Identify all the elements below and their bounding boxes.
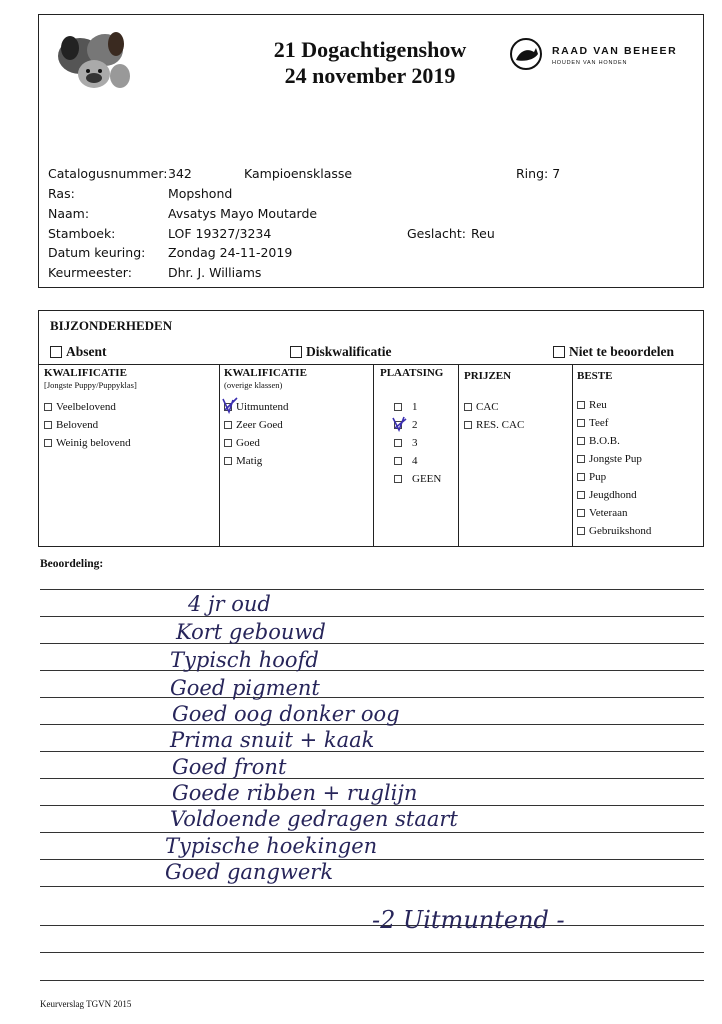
geslacht-value: Reu: [471, 226, 495, 241]
grid-divider: [373, 364, 374, 547]
ruled-line: [40, 805, 704, 806]
kwal2-subtitle: (overige klassen): [224, 380, 283, 390]
handwritten-line: Typische hoekingen: [165, 834, 378, 858]
handwritten-line: Goed pigment: [170, 676, 320, 700]
handwritten-line: Kort gebouwd: [176, 620, 326, 644]
handwritten-line: Typisch hoofd: [170, 648, 319, 672]
ruled-line: [40, 832, 704, 833]
plaatsing-title: PLAATSING: [380, 367, 444, 379]
datum-value: Zondag 24-11-2019: [168, 245, 293, 260]
absent-checkbox[interactable]: [50, 346, 62, 358]
beste-list: [577, 396, 651, 540]
stamboek-value: LOF 19327/3234: [168, 226, 272, 241]
stamboek-label: Stamboek:: [48, 226, 116, 241]
kwal1-subtitle: [Jongste Puppy/Puppyklas]: [44, 380, 137, 390]
checkbox[interactable]: [44, 403, 52, 411]
diskwalificatie-checkbox[interactable]: [290, 346, 302, 358]
ring-value: Ring: 7: [516, 166, 561, 181]
list-item[interactable]: Veteraan: [577, 504, 651, 522]
list-item[interactable]: Pup: [577, 468, 651, 486]
handwritten-line: 4 jr oud: [188, 592, 271, 616]
handwritten-line: Goed gangwerk: [165, 860, 334, 884]
list-item[interactable]: 2: [394, 416, 441, 434]
keurmeester-value: Dhr. J. Williams: [168, 265, 262, 280]
niet-beoordelen-label: Niet te beoordelen: [569, 344, 674, 359]
niet-beoordelen-checkbox[interactable]: [553, 346, 565, 358]
prijzen-list: [464, 398, 524, 434]
prijzen-title: PRIJZEN: [464, 370, 512, 382]
klasse-value: Kampioensklasse: [244, 166, 353, 181]
checkbox[interactable]: [577, 527, 585, 535]
naam-value: Avsatys Mayo Moutarde: [168, 206, 318, 221]
list-item[interactable]: 3: [394, 434, 441, 452]
checkbox[interactable]: [577, 509, 585, 517]
list-item[interactable]: Reu: [577, 396, 651, 414]
ruled-line: [40, 589, 704, 590]
checkbox[interactable]: [394, 475, 402, 483]
ras-label: Ras:: [48, 186, 75, 201]
ras-value: Mopshond: [168, 186, 233, 201]
org-subtitle: HOUDEN VAN HONDEN: [552, 60, 628, 66]
list-item[interactable]: Jongste Pup: [577, 450, 651, 468]
kwal1-title: KWALIFICATIE: [44, 367, 127, 379]
checkbox[interactable]: [394, 457, 402, 465]
diskwalificatie-option[interactable]: [290, 344, 392, 360]
datum-label: Datum keuring:: [48, 245, 146, 260]
kwal2-title: KWALIFICATIE: [224, 367, 307, 379]
grid-divider: [458, 364, 459, 547]
list-item[interactable]: Goed: [224, 434, 289, 452]
grid-divider: [38, 364, 704, 365]
geslacht-label: Geslacht:: [407, 226, 466, 241]
handwritten-line: Prima snuit + kaak: [170, 728, 375, 752]
ruled-line: [40, 886, 704, 887]
list-item[interactable]: Uitmuntend: [224, 398, 289, 416]
dog-heads-logo: [50, 26, 134, 94]
checkbox[interactable]: [577, 401, 585, 409]
grid-divider: [219, 364, 220, 547]
handwritten-result: -2 Uitmuntend -: [372, 906, 565, 934]
handwritten-line: Goed oog donker oog: [172, 702, 400, 726]
list-item[interactable]: B.O.B.: [577, 432, 651, 450]
ruled-line: [40, 697, 704, 698]
show-title: 21 Dogachtigenshow: [273, 37, 467, 62]
ruled-line: [40, 952, 704, 953]
checkbox[interactable]: [577, 419, 585, 427]
ruled-line: [40, 670, 704, 671]
checkbox[interactable]: [224, 421, 232, 429]
list-item[interactable]: Belovend: [44, 416, 131, 434]
show-date: 24 november 2019: [284, 63, 456, 88]
uitmuntend-check-mark-icon: [220, 396, 242, 416]
keurmeester-label: Keurmeester:: [48, 265, 132, 280]
checkbox[interactable]: [394, 403, 402, 411]
ruled-line: [40, 980, 704, 981]
absent-label: Absent: [66, 344, 107, 359]
list-item[interactable]: 1: [394, 398, 441, 416]
ruled-line: [40, 859, 704, 860]
checkbox[interactable]: [394, 439, 402, 447]
ruled-line: [40, 778, 704, 779]
naam-label: Naam:: [48, 206, 90, 221]
beoordeling-label: Beoordeling:: [40, 558, 104, 570]
diskwalificatie-label: Diskwalificatie: [306, 344, 392, 359]
checkbox[interactable]: [464, 421, 472, 429]
checkbox[interactable]: [44, 421, 52, 429]
catalogus-value: 342: [168, 166, 192, 181]
grid-divider: [572, 364, 573, 547]
checkbox[interactable]: [224, 457, 232, 465]
absent-option[interactable]: [50, 344, 107, 360]
beste-title: BESTE: [577, 370, 613, 382]
list-item[interactable]: Veelbelovend: [44, 398, 131, 416]
plaatsing-list: [394, 398, 441, 488]
checkbox[interactable]: [577, 473, 585, 481]
list-item[interactable]: Jeugdhond: [577, 486, 651, 504]
checkbox[interactable]: [464, 403, 472, 411]
catalogus-label: Catalogusnummer:: [48, 166, 168, 181]
list-item[interactable]: GEEN: [394, 470, 441, 488]
org-name: RAAD VAN BEHEER: [552, 45, 678, 57]
plaatsing-2-check-mark-icon: [390, 414, 410, 434]
checkbox[interactable]: [577, 455, 585, 463]
handwritten-line: Goed front: [172, 755, 287, 779]
handwritten-line: Goede ribben + ruglijn: [172, 781, 418, 805]
kwal1-list: [44, 398, 131, 452]
checkbox[interactable]: [44, 439, 52, 447]
list-item[interactable]: 4: [394, 452, 441, 470]
list-item[interactable]: RES. CAC: [464, 416, 524, 434]
checkbox[interactable]: [224, 439, 232, 447]
ruled-line: [40, 643, 704, 644]
niet-beoordelen-option[interactable]: [553, 344, 674, 360]
list-item[interactable]: Gebruikshond: [577, 522, 651, 540]
checkbox[interactable]: [577, 437, 585, 445]
handwritten-line: Voldoende gedragen staart: [170, 807, 458, 831]
list-item[interactable]: CAC: [464, 398, 524, 416]
list-item[interactable]: Zeer Goed: [224, 416, 289, 434]
footer-text: Keurverslag TGVN 2015: [40, 999, 132, 1009]
ruled-line: [40, 616, 704, 617]
bijzonderheden-heading: BIJZONDERHEDEN: [50, 318, 173, 333]
list-item[interactable]: Matig: [224, 452, 289, 470]
checkbox[interactable]: [577, 491, 585, 499]
list-item[interactable]: Teef: [577, 414, 651, 432]
list-item[interactable]: Weinig belovend: [44, 434, 131, 452]
raad-van-beheer-logo: [508, 36, 688, 76]
rvb-emblem-icon: [508, 36, 544, 72]
